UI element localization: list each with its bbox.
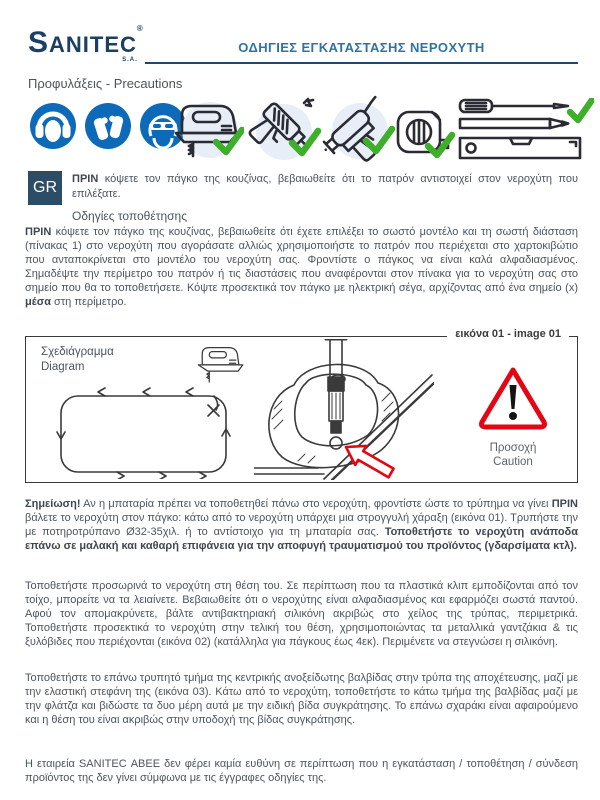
paragraph-valve: Τοποθετήστε το επάνω τρυπητό τμήμα της κεντρικής ανοξείδωτης βαλβίδας στην τρύπα της αποχέτευσης, μαζί με την ελαστική στεφάνη της (εικόνα 03). Κάτω από το νεροχύτη, τοποθετήστε το κάτω τμήμα της βαλβίδας μαζί με την φλάτζα και βιδώστε τα δυο μέρη αυτά με την ειδική βίδα συγκράτησης. Το επάνω σχαράκι είναι αφαιρούμενο και η θέση του είναι ακριβώς στην υποδοχή της βίδας συγκράτησης. [25, 672, 578, 726]
brand-logo [28, 26, 144, 63]
hand-tools-icon [458, 98, 594, 164]
diagram-label: Σχεδιάγραμμα Diagram [41, 346, 114, 373]
caution-label: Προσοχή Caution [489, 442, 537, 468]
figure-image-01 [25, 328, 578, 483]
page-title: ΟΔΗΓΙΕΣ ΕΓΚΑΤΑΣΤΑΣΗΣ ΝΕΡΟΧΥΤΗ [238, 40, 485, 55]
liability-footer: Η εταιρεία SANITEC ΑΒΕΕ δεν φέρει καμία ευθύνη σε περίπτωση που η εγκατάσταση / τοποθέτηση / σύνδεση προϊόντος της δεν γίνει σύμφωνα με τις έγγραφες οδηγίες της. [25, 758, 578, 784]
brand-logo-sub: S.A. [122, 57, 138, 63]
registered-mark: ® [136, 24, 144, 33]
paragraph-before-cutting: ΠΡΙΝ κόψετε τον πάγκο της κουζίνας, βεβαιωθείτε ότι έχετε επιλέξει το σωστό μοντέλο και τη σωστή διάσταση (πίνακας 1) στο νεροχύτη που αγοράσατε αλλιώς χρησιμοποιήστε το πατρόν που περιέχεται στο χαρτοκιβώτιο που ανταποκρίνεται στο μοντέλο του νεροχύτη σας. Φροντίστε ο πάγκος να είναι καλά αλφαδιασμένος. Σημαδέψτε την περίμετρο του πατρόν ή τις διαστάσεις που αναφέρονται στον πίνακα για το νεροχύτη σας στο σημείο που θα το τοποθετήσετε. Κόψτε προσεκτικά τον πάγκο με ηλεκτρική σέγα, αρχίζοντας από ένα σημείο (x) μέσα στη περίμετρο. [25, 226, 578, 308]
jigsaw-small-icon [198, 348, 242, 382]
drill-icon [246, 95, 322, 165]
installation-heading: Οδηγίες τοποθέτησης [72, 209, 187, 223]
caulk-gun-icon [318, 95, 402, 169]
header-divider [145, 62, 578, 64]
sink-drilling-illustration [254, 339, 434, 480]
paragraph-note: Σημείωση! Αν η μπαταρία πρέπει να τοποθετηθεί πάνω στο νεροχύτη, φροντίστε ώστε το τρύπημα να γίνει ΠΡΙΝ βάλετε το νεροχύτη στον πάγκο: κάτω από το νεροχύτη υπάρχει μια στρογγυλή χάραξη (εικόνα 01). Τρυπήστε την με ποτηροτρύπανο Ø32-35χιλ. ή το αντίστοιχο για τη μπαταρία σας. Τοποθετήστε το νεροχύτη ανάποδα επάνω σε μαλακή και καθαρή επιφάνεια για την αποφυγή τραυματισμού του προϊόντος (γδαρσίματα κτλ). [25, 498, 578, 552]
protective-gloves-icon [84, 102, 132, 150]
ear-protection-icon [29, 102, 77, 150]
precautions-heading: Προφυλάξεις - Precautions [28, 76, 183, 91]
warning-triangle-icon [478, 365, 548, 431]
tape-measure-icon [394, 106, 456, 164]
pencil-icon [460, 119, 568, 128]
figure-caption: εικόνα 01 - image 01 [447, 328, 569, 340]
language-badge: GR [28, 171, 62, 205]
gr-intro-text: ΠΡΙΝ κόψετε τον πάγκο της κουζίνας, βεβαιωθείτε ότι το πατρόν αντιστοιχεί στον νεροχύτη που επιλέξατε. [72, 173, 578, 200]
brand-logo-text: SANITEC [28, 26, 137, 59]
cutting-diagram [46, 341, 261, 479]
screwdriver-icon [460, 100, 568, 112]
jigsaw-icon [168, 97, 244, 163]
paragraph-install: Τοποθετήστε προσωρινά το νεροχύτη στη θέση του. Σε περίπτωση που τα πλαστικά κλιπ εμποδίζονται από τον τοίχο, μπορείτε να τα λειαίνετε. Βεβαιωθείτε ότι ο νεροχύτης είναι αλφαδιασμένος και εφαρμόζει σωστά παντού. Αφού τον απομακρύνετε, βάλτε αντιβακτηριακή σιλικόνη ακριβώς στο χείλος της τρύπας, περιμετρικά. Τοποθετήστε προσεκτικά το νεροχύτη στην τελική του θέση, χρησιμοποιώντας τα μεταλλικά γαντζάκια & τις ξυλόβιδες που περιέχονται (εικόνα 02) (κατάλληλα για πάγκους έως 4εκ). Περιμένετε να στεγνώσει η σιλικόνη. [25, 580, 578, 648]
level-icon [460, 138, 580, 158]
